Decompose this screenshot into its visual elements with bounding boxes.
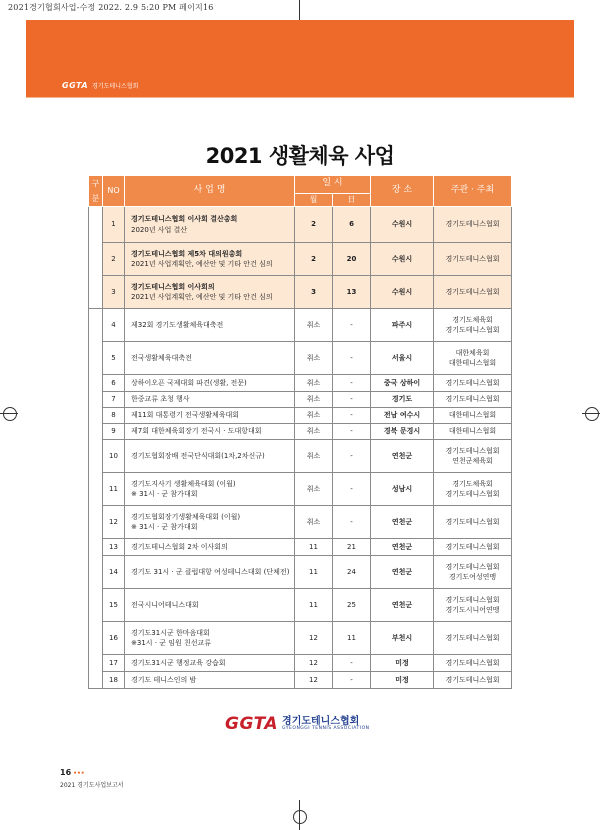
host-cell: 경기도테니스협회 경기도여성연맹 bbox=[434, 556, 512, 589]
month-cell: 12 bbox=[295, 672, 333, 689]
table-row bbox=[89, 276, 512, 309]
row-number: 17 bbox=[103, 655, 125, 672]
row-number: 11 bbox=[103, 473, 125, 506]
table-row bbox=[89, 672, 512, 689]
host-cell: 경기도테니스협회 bbox=[434, 672, 512, 689]
host-cell: 경기도테니스협회 bbox=[434, 622, 512, 655]
page-number: 16 ••• bbox=[60, 768, 85, 777]
row-number: 14 bbox=[103, 556, 125, 589]
day-cell: - bbox=[333, 392, 371, 408]
day-cell: - bbox=[333, 473, 371, 506]
header-month: 월 bbox=[295, 193, 333, 207]
host-cell: 대한테니스협회 bbox=[434, 424, 512, 440]
registration-circle-left bbox=[3, 407, 17, 421]
host-cell: 경기도테니스협회 bbox=[434, 655, 512, 672]
table-row bbox=[89, 424, 512, 440]
page-dots: ••• bbox=[73, 770, 85, 777]
banner-rule bbox=[26, 97, 574, 98]
location-cell: 전남 여수시 bbox=[371, 408, 434, 424]
location-cell: 경기도 bbox=[371, 392, 434, 408]
row-number: 8 bbox=[103, 408, 125, 424]
location-cell: 부천시 bbox=[371, 622, 434, 655]
event-cell: 경기도 테니스인의 밤 bbox=[125, 672, 295, 689]
host-cell: 경기도체육회 경기도테니스협회 bbox=[434, 473, 512, 506]
month-cell: 11 bbox=[295, 556, 333, 589]
event-cell: 한중교류 초청 행사 bbox=[125, 392, 295, 408]
event-cell: 경기도협회장기생활체육대회 (이월) ※ 31시 · 군 참가대회 bbox=[125, 506, 295, 539]
table-row bbox=[89, 655, 512, 672]
month-cell: 12 bbox=[295, 655, 333, 672]
event-cell: 경기도 31시 · 군 클럽대항 여성테니스대회 (단체전) bbox=[125, 556, 295, 589]
table-row bbox=[89, 408, 512, 424]
header-day: 日 bbox=[333, 193, 371, 207]
print-header: 2021경기협회사업-수정 2022. 2.9 5:20 PM 페이지16 bbox=[8, 3, 214, 12]
month-cell: 3 bbox=[295, 276, 333, 309]
footer-logo bbox=[225, 714, 370, 734]
row-number: 18 bbox=[103, 672, 125, 689]
event-cell: 경기도협회장배 전국단식대회(1차,2차신규) bbox=[125, 440, 295, 473]
day-cell: 11 bbox=[333, 622, 371, 655]
location-cell: 파주시 bbox=[371, 309, 434, 342]
row-number: 12 bbox=[103, 506, 125, 539]
location-cell: 중국 상하이 bbox=[371, 375, 434, 392]
location-cell: 연천군 bbox=[371, 539, 434, 556]
header-location: 장 소 bbox=[371, 176, 434, 207]
table-row bbox=[89, 207, 512, 243]
footer-logo-english: GYEONGGI TENNIS ASSOCIATION bbox=[282, 726, 370, 732]
month-cell: 2 bbox=[295, 243, 333, 276]
location-cell: 미정 bbox=[371, 672, 434, 689]
event-cell: 제7회 대한체육회장기 전국시 · 도대항대회 bbox=[125, 424, 295, 440]
registration-circle-bottom bbox=[293, 810, 307, 824]
host-cell: 대한테니스협회 bbox=[434, 408, 512, 424]
location-cell: 연천군 bbox=[371, 556, 434, 589]
crop-mark-top bbox=[299, 0, 300, 20]
host-cell: 대한체육회 대한테니스협회 bbox=[434, 342, 512, 375]
row-number: 5 bbox=[103, 342, 125, 375]
day-cell: - bbox=[333, 424, 371, 440]
banner-logo-text: 경기도테니스협회 bbox=[92, 82, 139, 90]
footer-logo-korean: 경기도테니스협회 bbox=[282, 716, 360, 728]
month-cell: 취소 bbox=[295, 424, 333, 440]
month-cell: 취소 bbox=[295, 440, 333, 473]
header-division: 구분 bbox=[89, 176, 103, 207]
day-cell: - bbox=[333, 342, 371, 375]
month-cell: 취소 bbox=[295, 342, 333, 375]
location-cell: 연천군 bbox=[371, 440, 434, 473]
month-cell: 취소 bbox=[295, 506, 333, 539]
row-number: 7 bbox=[103, 392, 125, 408]
location-cell: 서울시 bbox=[371, 342, 434, 375]
location-cell: 미정 bbox=[371, 655, 434, 672]
location-cell: 경북 문경시 bbox=[371, 424, 434, 440]
month-cell: 2 bbox=[295, 207, 333, 243]
location-cell: 수원시 bbox=[371, 243, 434, 276]
month-cell: 11 bbox=[295, 539, 333, 556]
day-cell: 21 bbox=[333, 539, 371, 556]
footer-logo-mark: GGTA bbox=[225, 714, 279, 734]
day-cell: 25 bbox=[333, 589, 371, 622]
schedule-table bbox=[88, 175, 512, 689]
day-cell: - bbox=[333, 655, 371, 672]
event-cell: 제11회 대통령기 전국생활체육대회 bbox=[125, 408, 295, 424]
day-cell: - bbox=[333, 309, 371, 342]
header-no: NO bbox=[103, 176, 125, 207]
host-cell: 경기도테니스협회 연천군체육회 bbox=[434, 440, 512, 473]
row-number: 15 bbox=[103, 589, 125, 622]
day-cell: 20 bbox=[333, 243, 371, 276]
banner-logo-mark: GGTA bbox=[62, 80, 89, 90]
month-cell: 취소 bbox=[295, 309, 333, 342]
event-cell: 경기도테니스협회 이사회 결산총회 2020년 사업 결산 bbox=[125, 207, 295, 243]
event-cell: 전국생활체육대축전 bbox=[125, 342, 295, 375]
header-host: 주관 · 주최 bbox=[434, 176, 512, 207]
host-cell: 경기도테니스협회 bbox=[434, 375, 512, 392]
day-cell: - bbox=[333, 440, 371, 473]
day-cell: - bbox=[333, 375, 371, 392]
month-cell: 취소 bbox=[295, 375, 333, 392]
day-cell: 13 bbox=[333, 276, 371, 309]
row-number: 9 bbox=[103, 424, 125, 440]
event-cell: 경기도지사기 생활체육대회 (이월) ※ 31시 · 군 참가대회 bbox=[125, 473, 295, 506]
table-row bbox=[89, 539, 512, 556]
registration-circle-right bbox=[585, 407, 599, 421]
table-row bbox=[89, 622, 512, 655]
location-cell: 성남시 bbox=[371, 473, 434, 506]
table-row bbox=[89, 243, 512, 276]
row-number: 2 bbox=[103, 243, 125, 276]
event-cell: 상하이오픈 국제대회 파견(생활, 전문) bbox=[125, 375, 295, 392]
host-cell: 경기도테니스협회 경기도시니어연맹 bbox=[434, 589, 512, 622]
month-cell: 취소 bbox=[295, 473, 333, 506]
banner-logo bbox=[62, 80, 138, 90]
row-number: 3 bbox=[103, 276, 125, 309]
location-cell: 수원시 bbox=[371, 207, 434, 243]
row-number: 4 bbox=[103, 309, 125, 342]
table-row bbox=[89, 309, 512, 342]
host-cell: 경기도테니스협회 bbox=[434, 276, 512, 309]
event-cell: 경기도테니스협회 이사회의 2021년 사업계획안, 예산안 및 기타 안건 심의 bbox=[125, 276, 295, 309]
event-cell: 전국시니어테니스대회 bbox=[125, 589, 295, 622]
month-cell: 12 bbox=[295, 622, 333, 655]
host-cell: 경기도체육회 경기도테니스협회 bbox=[434, 309, 512, 342]
page-title: 2021 생활체육 사업 bbox=[205, 144, 395, 168]
table-row bbox=[89, 556, 512, 589]
month-cell: 취소 bbox=[295, 408, 333, 424]
host-cell: 경기도테니스협회 bbox=[434, 207, 512, 243]
second-half-label bbox=[89, 309, 103, 689]
table-row bbox=[89, 473, 512, 506]
row-number: 6 bbox=[103, 375, 125, 392]
day-cell: - bbox=[333, 506, 371, 539]
event-cell: 경기도테니스협회 2차 이사회의 bbox=[125, 539, 295, 556]
table-row bbox=[89, 375, 512, 392]
host-cell: 경기도테니스협회 bbox=[434, 539, 512, 556]
row-number: 1 bbox=[103, 207, 125, 243]
month-cell: 11 bbox=[295, 589, 333, 622]
event-cell: 경기도31시군 한마음대회 ※31시 · 군 임원 친선교류 bbox=[125, 622, 295, 655]
host-cell: 경기도테니스협회 bbox=[434, 243, 512, 276]
event-cell: 제32회 경기도생활체육대축전 bbox=[125, 309, 295, 342]
event-cell: 경기도31시군 행정교육 강습회 bbox=[125, 655, 295, 672]
location-cell: 수원시 bbox=[371, 276, 434, 309]
location-cell: 연천군 bbox=[371, 589, 434, 622]
table-row bbox=[89, 506, 512, 539]
table-row bbox=[89, 589, 512, 622]
header-schedule: 일 시 bbox=[295, 176, 371, 194]
first-half-label bbox=[89, 207, 103, 309]
report-title: 2021 경기도사업보고서 bbox=[60, 782, 124, 789]
table-row bbox=[89, 342, 512, 375]
row-number: 13 bbox=[103, 539, 125, 556]
host-cell: 경기도테니스협회 bbox=[434, 392, 512, 408]
event-cell: 경기도테니스협회 제5차 대의원총회 2021년 사업계획안, 예산안 및 기타 안건 심의 bbox=[125, 243, 295, 276]
row-number: 16 bbox=[103, 622, 125, 655]
header-event: 사 업 명 bbox=[125, 176, 295, 207]
day-cell: 24 bbox=[333, 556, 371, 589]
month-cell: 취소 bbox=[295, 392, 333, 408]
host-cell: 경기도테니스협회 bbox=[434, 506, 512, 539]
table-row bbox=[89, 440, 512, 473]
row-number: 10 bbox=[103, 440, 125, 473]
location-cell: 연천군 bbox=[371, 506, 434, 539]
day-cell: - bbox=[333, 408, 371, 424]
day-cell: - bbox=[333, 672, 371, 689]
table-row bbox=[89, 392, 512, 408]
day-cell: 6 bbox=[333, 207, 371, 243]
